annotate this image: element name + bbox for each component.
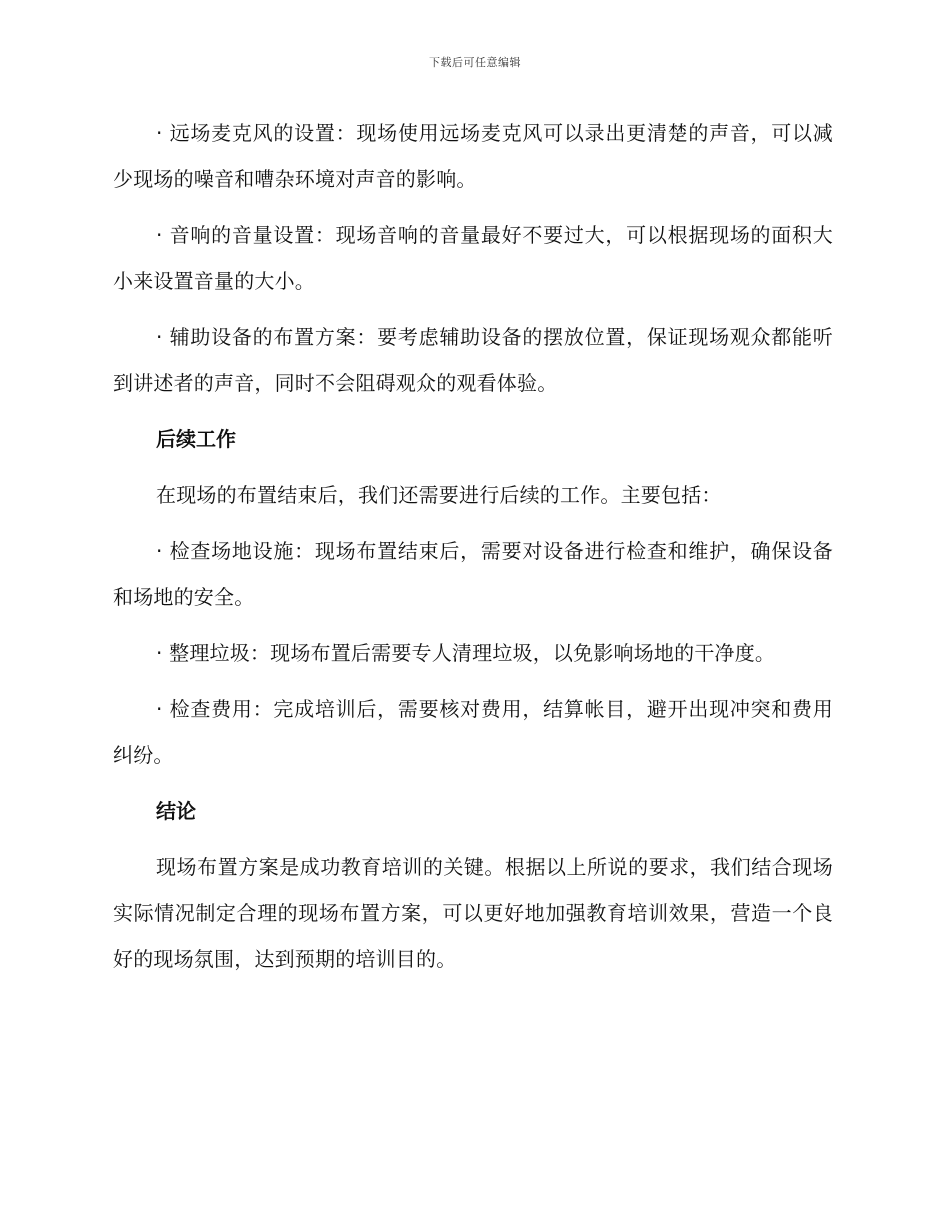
section-heading-conclusion: 结论 bbox=[156, 799, 196, 823]
paragraph-follow-up-intro: 在现场的布置结束后，我们还需要进行后续的工作。主要包括： bbox=[156, 483, 722, 507]
section-heading-follow-up: 后续工作 bbox=[156, 427, 236, 451]
paragraph-check-costs: · 检查费用：完成培训后，需要核对费用，结算帐目，避开出现冲突和费用纠纷。 bbox=[113, 697, 833, 767]
paragraph-clean-garbage: · 整理垃圾：现场布置后需要专人清理垃圾，以免影响场地的干净度。 bbox=[156, 641, 776, 665]
paragraph-check-facilities: · 检查场地设施：现场布置结束后，需要对设备进行检查和维护，确保设备和场地的安全。 bbox=[113, 539, 833, 609]
paragraph-conclusion: 现场布置方案是成功教育培训的关键。根据以上所说的要求，我们结合现场实际情况制定合理的现场布置方案，可以更好地加强教育培训效果，营造一个良好的现场氛围，达到预期的培训目的。 bbox=[113, 855, 833, 971]
page-header: 下载后可任意编辑 bbox=[429, 56, 521, 69]
paragraph-far-field-microphone: · 远场麦克风的设置：现场使用远场麦克风可以录出更清楚的声音，可以减少现场的噪音和嘈杂环境对声音的影响。 bbox=[113, 121, 833, 191]
document-body bbox=[113, 110, 833, 992]
paragraph-speaker-volume: · 音响的音量设置：现场音响的音量最好不要过大，可以根据现场的面积大小来设置音量的大小。 bbox=[113, 223, 833, 293]
paragraph-auxiliary-equipment: · 辅助设备的布置方案：要考虑辅助设备的摆放位置，保证现场观众都能听到讲述者的声音，同时不会阻碍观众的观看体验。 bbox=[113, 325, 833, 395]
